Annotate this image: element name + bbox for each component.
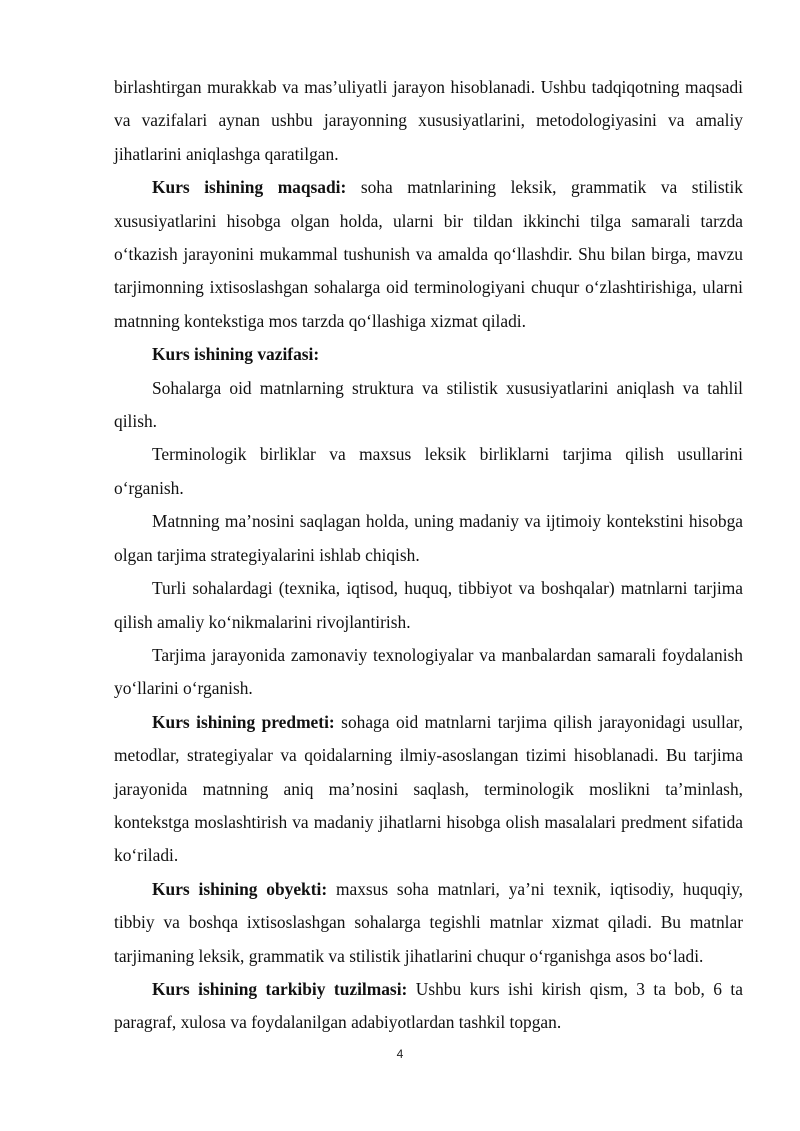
paragraph-obyekti (114, 873, 743, 973)
paragraph-tuzilmasi (114, 973, 743, 1040)
paragraph-text: soha matnlarining leksik, grammatik va stilistik xususiyatlarini hisobga olgan holda, ularni bir tildan ikkinchi tilga samarali tarzda o‘tkazish jarayonini mukammal tushunish va amalda qo‘llashdir. Shu bilan birga, mavzu tarjimonning ixtisoslashgan sohalarga oid terminologiyani chuqur o‘zlashtirishiga, ularni matnning kontekstiga mos tarzda qo‘llashiga xizmat qiladi. (114, 177, 744, 331)
task-item (114, 639, 743, 706)
paragraph-vazifasi-heading (114, 338, 743, 371)
task-item (114, 372, 743, 439)
paragraph-maqsadi (114, 171, 743, 338)
paragraph-heading: Kurs ishining tarkibiy tuzilmasi: (152, 978, 408, 999)
paragraph-continuation (114, 71, 743, 171)
task-item (114, 438, 743, 505)
paragraph-heading: Kurs ishining predmeti: (152, 711, 335, 732)
task-item (114, 505, 743, 572)
paragraph-text: Matnning ma’nosini saqlagan holda, uning madaniy va ijtimoiy kontekstini hisobga olgan tarjima strategiyalarini ishlab chiqish. (114, 511, 743, 565)
paragraph-predmeti (114, 706, 743, 873)
paragraph-text: maxsus soha matnlari, ya’ni texnik, iqtisodiy, huquqiy, tibbiy va boshqa ixtisoslashgan sohalarga tegishli matnlar xizmat qiladi. Bu matnlar tarjimaning leksik, grammatik va stilistik jihatlarini chuqur o‘rganishga asos bo‘ladi. (114, 878, 743, 966)
paragraph-heading: Kurs ishining maqsadi: (152, 177, 347, 198)
paragraph-heading: Kurs ishining obyekti: (152, 878, 328, 899)
paragraph-text: Tarjima jarayonida zamonaviy texnologiyalar va manbalardan samarali foydalanish yo‘llarini o‘rganish. (114, 644, 743, 699)
paragraph-text: Turli sohalardagi (texnika, iqtisod, huquq, tibbiyot va boshqalar) matnlarni tarjima qilish amaliy ko‘nikmalarini rivojlantirish. (114, 578, 743, 632)
paragraph-text: birlashtirgan murakkab va mas’uliyatli jarayon hisoblanadi. Ushbu tadqiqotning maqsadi va vazifalari aynan ushbu jarayonning xususiyatlarini, metodologiyasini va amaliy jihatlarini aniqlashga qaratilgan. (114, 77, 743, 164)
page-number: 4 (396, 1047, 404, 1061)
paragraph-text: Sohalarga oid matnlarning struktura va stilistik xususiyatlarini aniqlash va tahlil qilish. (114, 377, 743, 432)
paragraph-text: sohaga oid matnlarni tarjima qilish jarayonidagi usullar, metodlar, strategiyalar va qoidalarning ilmiy-asoslangan tizimi hisoblanadi. Bu tarjima jarayonida matnning aniq ma’nosini saqlash, terminologik moslikni ta’minlash, kontekstga moslashtirish va madaniy jihatlarni hisobga olish masalalari predment sifatida ko‘riladi. (114, 711, 743, 866)
paragraph-text: Ushbu kurs ishi kirish qism, 3 ta bob, 6 ta paragraf, xulosa va foydalanilgan adabiyotlardan tashkil topgan. (114, 978, 743, 1033)
paragraph-text: Terminologik birliklar va maxsus leksik birliklarni tarjima qilish usullarini o‘rganish. (114, 444, 743, 498)
paragraph-heading: Kurs ishining vazifasi: (152, 344, 320, 365)
task-item (114, 572, 743, 639)
